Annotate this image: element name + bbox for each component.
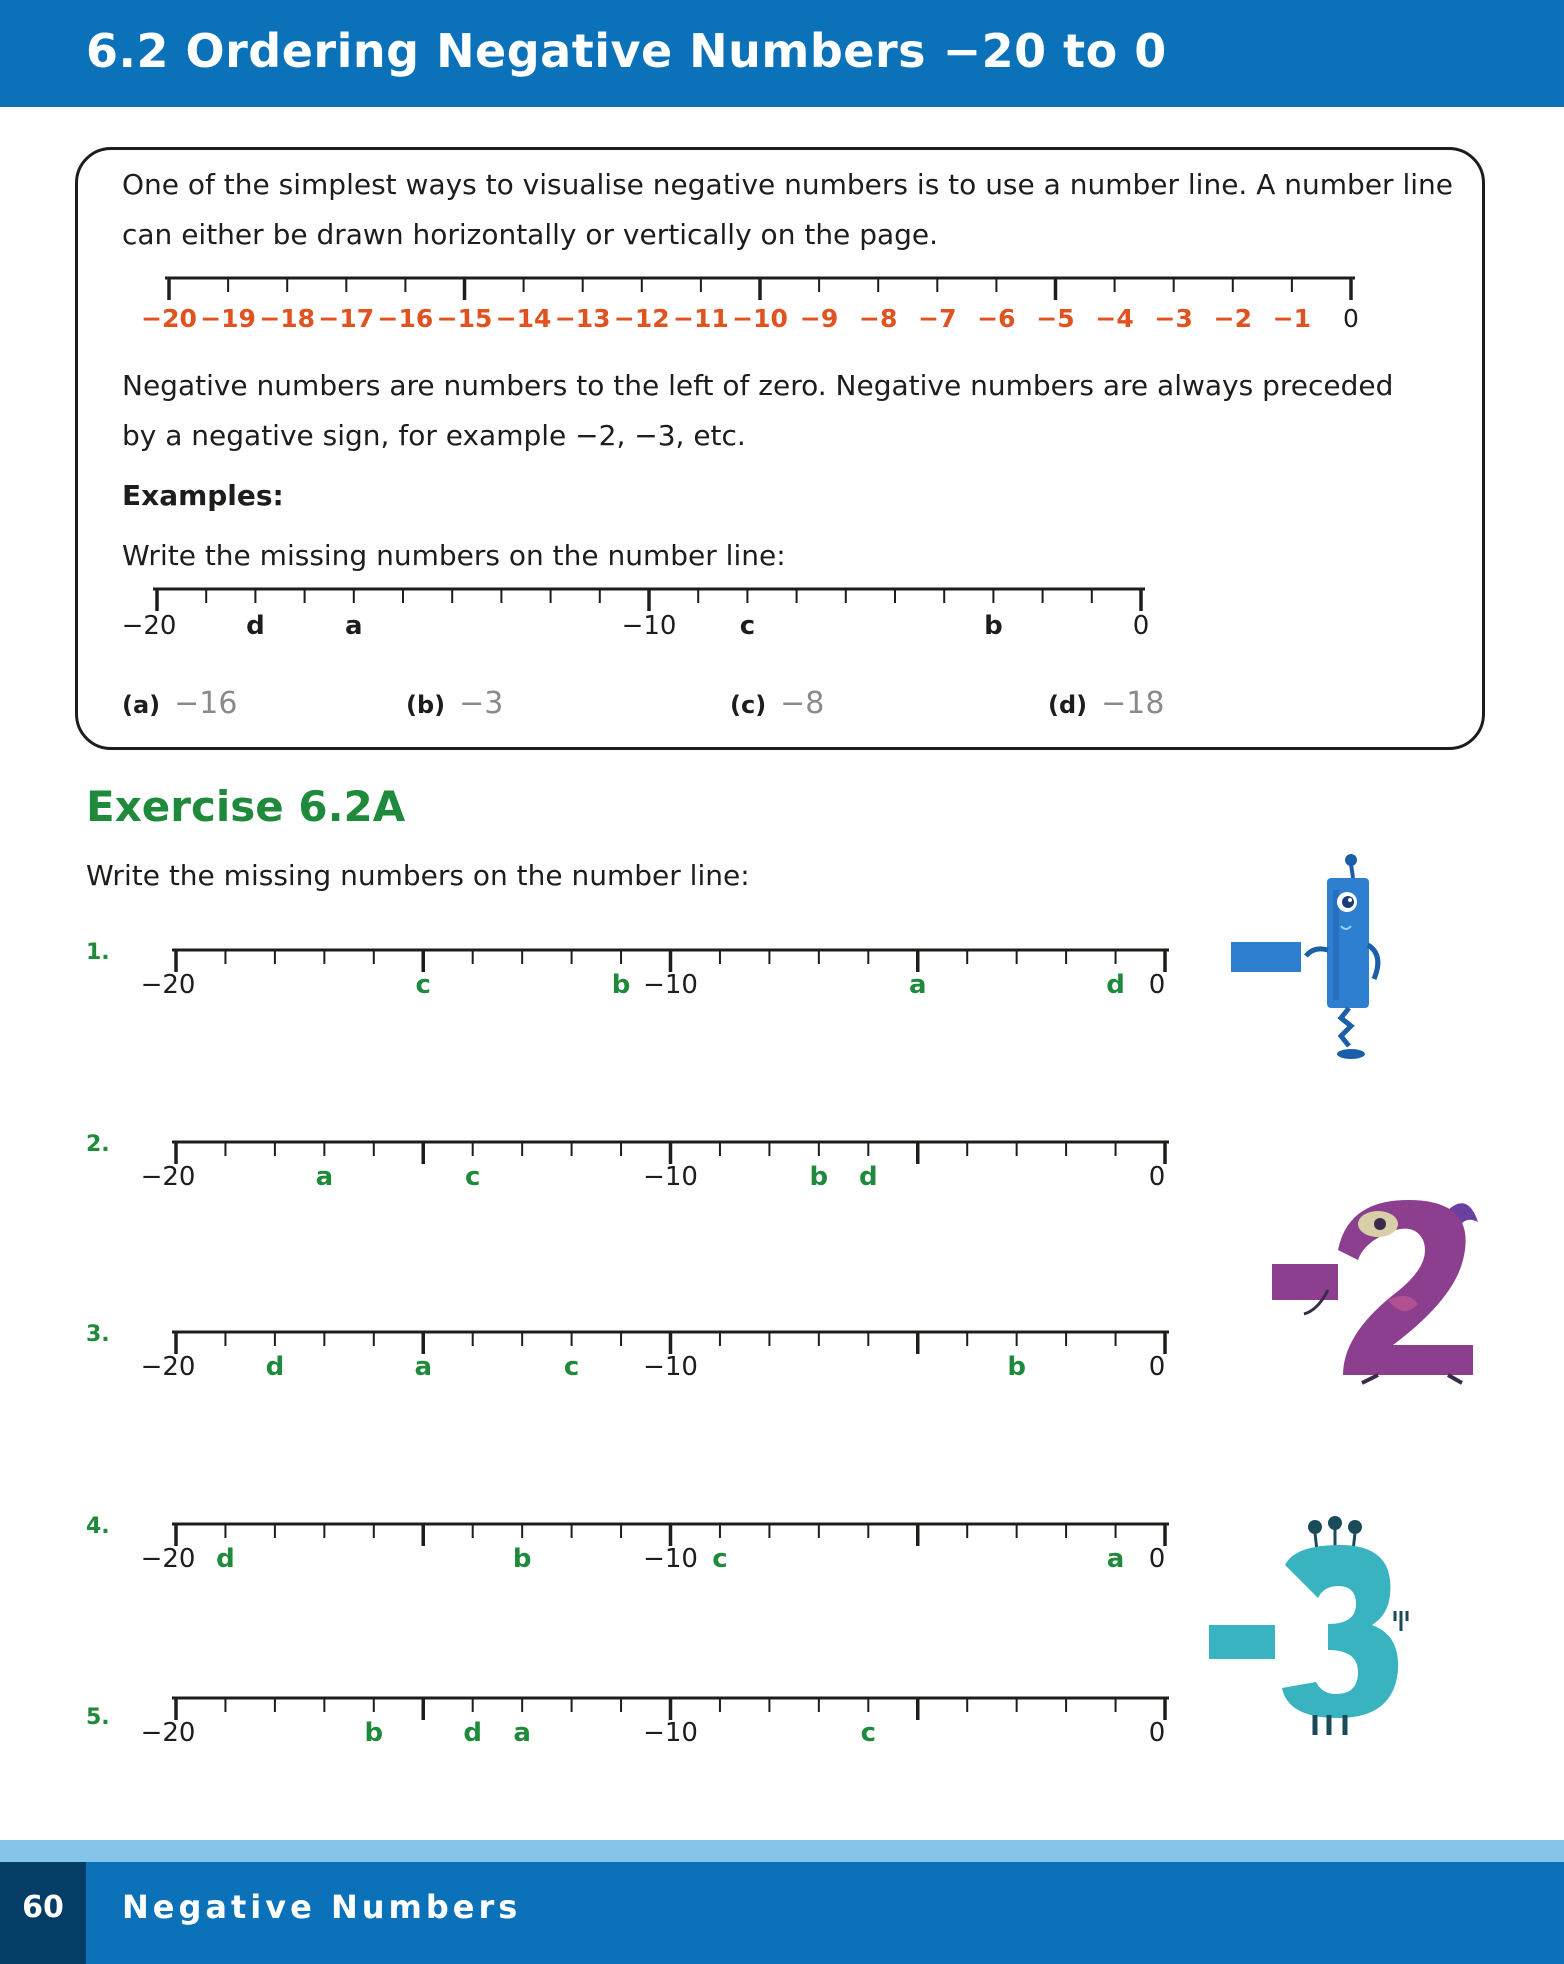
end-label: 0 [1148, 1718, 1166, 1748]
end-label: 0 [1148, 1352, 1166, 1382]
tick-label: −8 [859, 304, 898, 333]
intro-text-line-4: by a negative sign, for example −2, −3, etc. [122, 419, 746, 452]
tick-label: −4 [1095, 304, 1134, 333]
marker-a: a [1106, 1544, 1125, 1574]
marker-a: a [345, 611, 363, 641]
marker-a: a [908, 970, 927, 1000]
answer-a [122, 686, 237, 721]
exercise-number-line-4 [141, 1524, 1169, 1574]
mid-label: −10 [643, 970, 698, 1000]
answer-d-label: (d) [1048, 691, 1088, 719]
exercise-number-line-1 [141, 950, 1169, 1000]
intro-text-line-1: One of the simplest ways to visualise negative numbers is to use a number line. A number line [122, 168, 1453, 201]
tick-label: −2 [1213, 304, 1252, 333]
tick-label: −13 [554, 304, 611, 333]
tick-label: −3 [1154, 304, 1193, 333]
marker-c: c [415, 970, 431, 1000]
start-label: −20 [140, 1544, 196, 1574]
answer-c-value: −8 [780, 686, 825, 721]
start-label: −20 [140, 1162, 196, 1192]
tick-label: −12 [613, 304, 670, 333]
answer-a-label: (a) [122, 691, 161, 719]
marker-c: c [464, 1162, 481, 1192]
tick-label: −18 [259, 304, 316, 333]
marker-a: a [315, 1162, 334, 1192]
marker-b: b [364, 1718, 384, 1748]
start-label: −20 [140, 970, 196, 1000]
question-number-4: 4. [86, 1514, 110, 1539]
marker-d: d [858, 1162, 878, 1192]
chapter-title: Negative Numbers [122, 1888, 522, 1926]
exercise-instruction: Write the missing numbers on the number line: [86, 859, 750, 892]
question-number-3: 3. [86, 1322, 110, 1347]
mid-label: −10 [643, 1718, 698, 1748]
tick-label: −6 [977, 304, 1016, 333]
tick-label: −16 [377, 304, 434, 333]
answer-a-value: −16 [174, 686, 238, 721]
tick-label: −20 [141, 304, 197, 333]
marker-b: b [1007, 1352, 1026, 1382]
exercise-number-line-5 [141, 1698, 1169, 1748]
marker-d: d [246, 611, 265, 641]
blue-number-one-mascot-illustration [1225, 850, 1395, 1065]
example-number-line [122, 589, 1150, 641]
question-number-2: 2. [86, 1132, 110, 1157]
tick-label: −1 [1272, 304, 1312, 333]
exercise-title: Exercise 6.2A [86, 782, 406, 831]
intro-text-line-2: can either be drawn horizontally or vertically on the page. [122, 218, 939, 251]
tick-label: −15 [436, 304, 493, 333]
answer-c-label: (c) [730, 691, 767, 719]
end-label: 0 [1148, 1544, 1166, 1574]
answer-b [406, 686, 503, 721]
marker-b: b [809, 1162, 829, 1192]
footer-accent-strip [0, 1840, 1564, 1862]
marker-c: c [712, 1544, 728, 1574]
tick-label: −9 [799, 304, 839, 333]
start-label: −20 [140, 1352, 196, 1382]
mid-label: −10 [643, 1162, 698, 1192]
mid-label: −10 [621, 611, 677, 641]
marker-d: d [265, 1352, 285, 1382]
marker-c: c [860, 1718, 877, 1748]
question-number-1: 1. [86, 940, 110, 965]
exercise-number-lines [141, 950, 1169, 1748]
tick-label: −19 [200, 304, 256, 333]
examples-instruction: Write the missing numbers on the number line: [122, 539, 786, 572]
question-number-5: 5. [86, 1705, 110, 1730]
mid-label: −10 [643, 1352, 698, 1382]
tick-label: −7 [918, 304, 957, 333]
answer-d [1048, 686, 1164, 721]
page-title: 6.2 Ordering Negative Numbers −20 to 0 [86, 24, 1167, 78]
mid-label: −10 [643, 1544, 698, 1574]
intro-text-line-3: Negative numbers are numbers to the left of zero. Negative numbers are always preceded [122, 369, 1394, 402]
marker-c: c [563, 1352, 580, 1382]
marker-a: a [513, 1718, 531, 1748]
answer-b-value: −3 [459, 686, 504, 721]
purple-number-two-mascot-illustration [1268, 1190, 1493, 1385]
page-number: 60 [22, 1890, 64, 1925]
marker-b: b [512, 1544, 532, 1574]
tick-label: −5 [1036, 304, 1075, 333]
start-label: −20 [121, 611, 177, 641]
teal-number-three-mascot-illustration [1205, 1515, 1430, 1740]
marker-d: d [216, 1544, 235, 1574]
tick-label: −14 [495, 304, 552, 333]
tick-label: −11 [673, 304, 729, 333]
tick-label: −17 [318, 304, 375, 333]
end-label: 0 [1148, 1162, 1166, 1192]
end-label: 0 [1132, 611, 1150, 641]
end-label: 0 [1148, 970, 1166, 1000]
answer-b-label: (b) [406, 691, 446, 719]
marker-b: b [984, 611, 1003, 641]
marker-d: d [463, 1718, 483, 1748]
tick-label: 0 [1343, 304, 1359, 333]
marker-d: d [1106, 970, 1125, 1000]
intro-number-line [141, 278, 1359, 333]
answer-c [730, 686, 824, 721]
marker-b: b [611, 970, 631, 1000]
exercise-number-line-2 [141, 1142, 1169, 1192]
exercise-number-line-3 [141, 1332, 1169, 1382]
start-label: −20 [140, 1718, 196, 1748]
answer-d-value: −18 [1101, 686, 1165, 721]
marker-c: c [739, 611, 756, 641]
marker-a: a [414, 1352, 433, 1382]
examples-heading: Examples: [122, 479, 284, 512]
tick-label: −10 [732, 304, 788, 333]
